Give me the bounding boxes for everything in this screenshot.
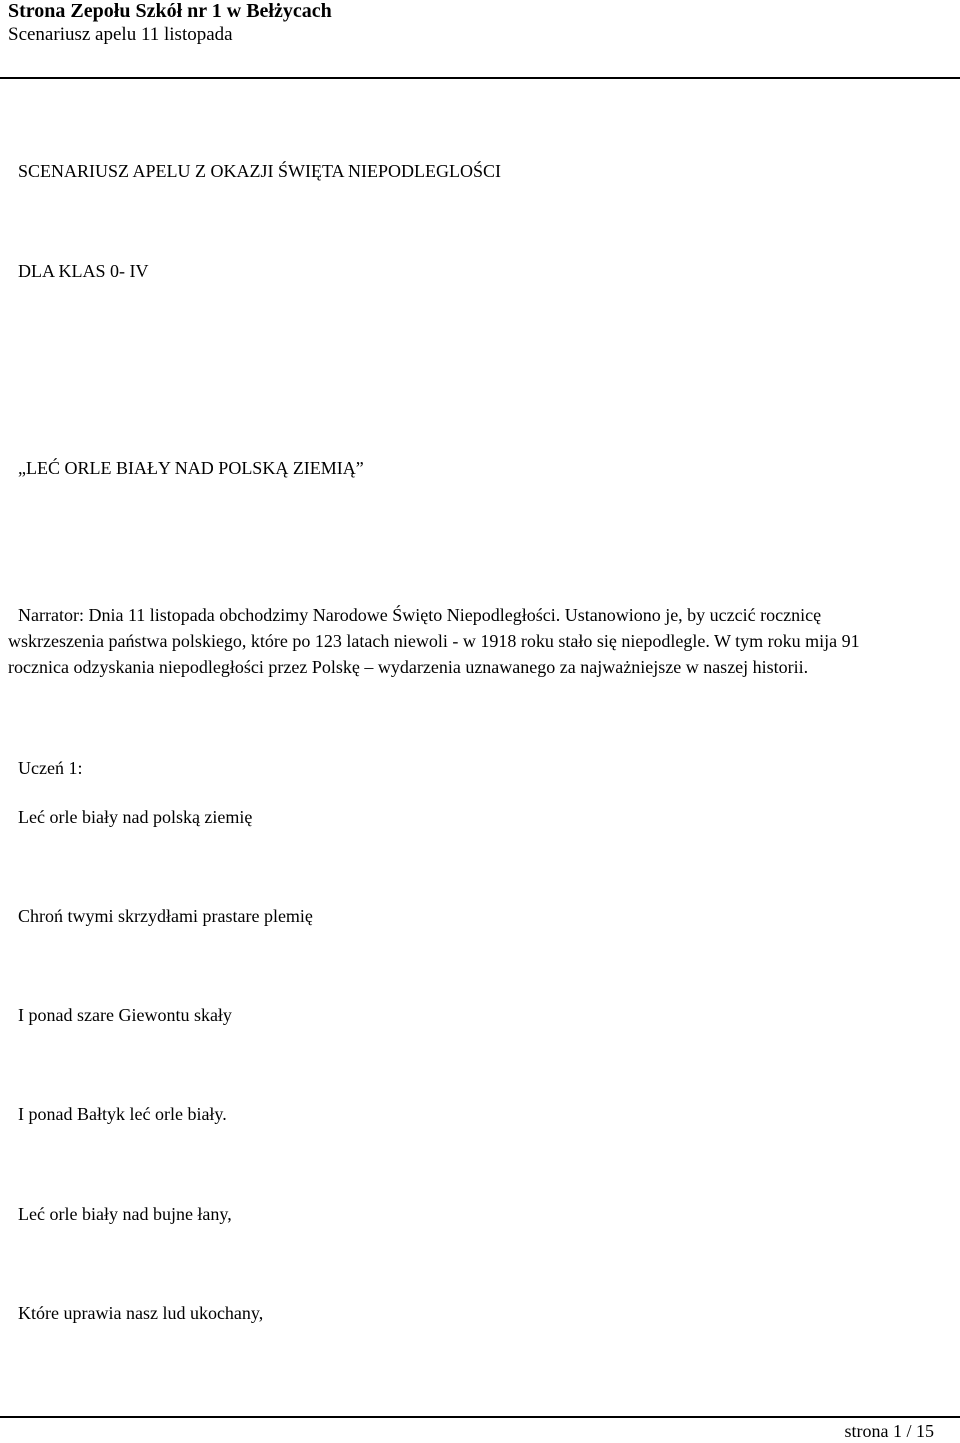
narrator-paragraph [8, 602, 958, 680]
student-label: Uczeń 1: [18, 758, 83, 778]
site-title: Strona Zepołu Szkół nr 1 w Bełżycach [8, 0, 332, 22]
poem-line: Leć orle biały nad bujne łany, [18, 1204, 232, 1224]
document-heading: SCENARIUSZ APELU Z OKAZJI ŚWIĘTA NIEPODLEGLOŚCI [18, 161, 502, 181]
page-number: strona 1 / 15 [844, 1421, 934, 1441]
narrator-line: Narrator: Dnia 11 listopada obchodzimy Narodowe Święto Niepodległości. Ustanowiono je, by uczcić rocznicę [18, 605, 822, 625]
footer-divider [0, 1416, 960, 1418]
poem-line: Które uprawia nasz lud ukochany, [18, 1303, 264, 1323]
header-divider [0, 77, 960, 79]
poem-line: I ponad Bałtyk leć orle biały. [18, 1104, 227, 1124]
poem-line: I ponad szare Giewontu skały [18, 1005, 232, 1025]
poem-line: Leć orle biały nad polską ziemię [18, 807, 253, 827]
narrator-line: rocznica odzyskania niepodległości przez Polskę – wydarzenia uznawanego za najważniejsze w naszej historii. [8, 657, 809, 677]
motto-line: „LEĆ ORLE BIAŁY NAD POLSKĄ ZIEMIĄ” [18, 458, 364, 478]
narrator-line: wskrzeszenia państwa polskiego, które po 123 latach niewoli - w 1918 roku stało się niepodlegle. W tym roku mija 91 [8, 631, 860, 651]
poem-line: Chroń twymi skrzydłami prastare plemię [18, 906, 313, 926]
audience-line: DLA KLAS 0- IV [18, 261, 149, 281]
document-subtitle: Scenariusz apelu 11 listopada [8, 24, 233, 45]
